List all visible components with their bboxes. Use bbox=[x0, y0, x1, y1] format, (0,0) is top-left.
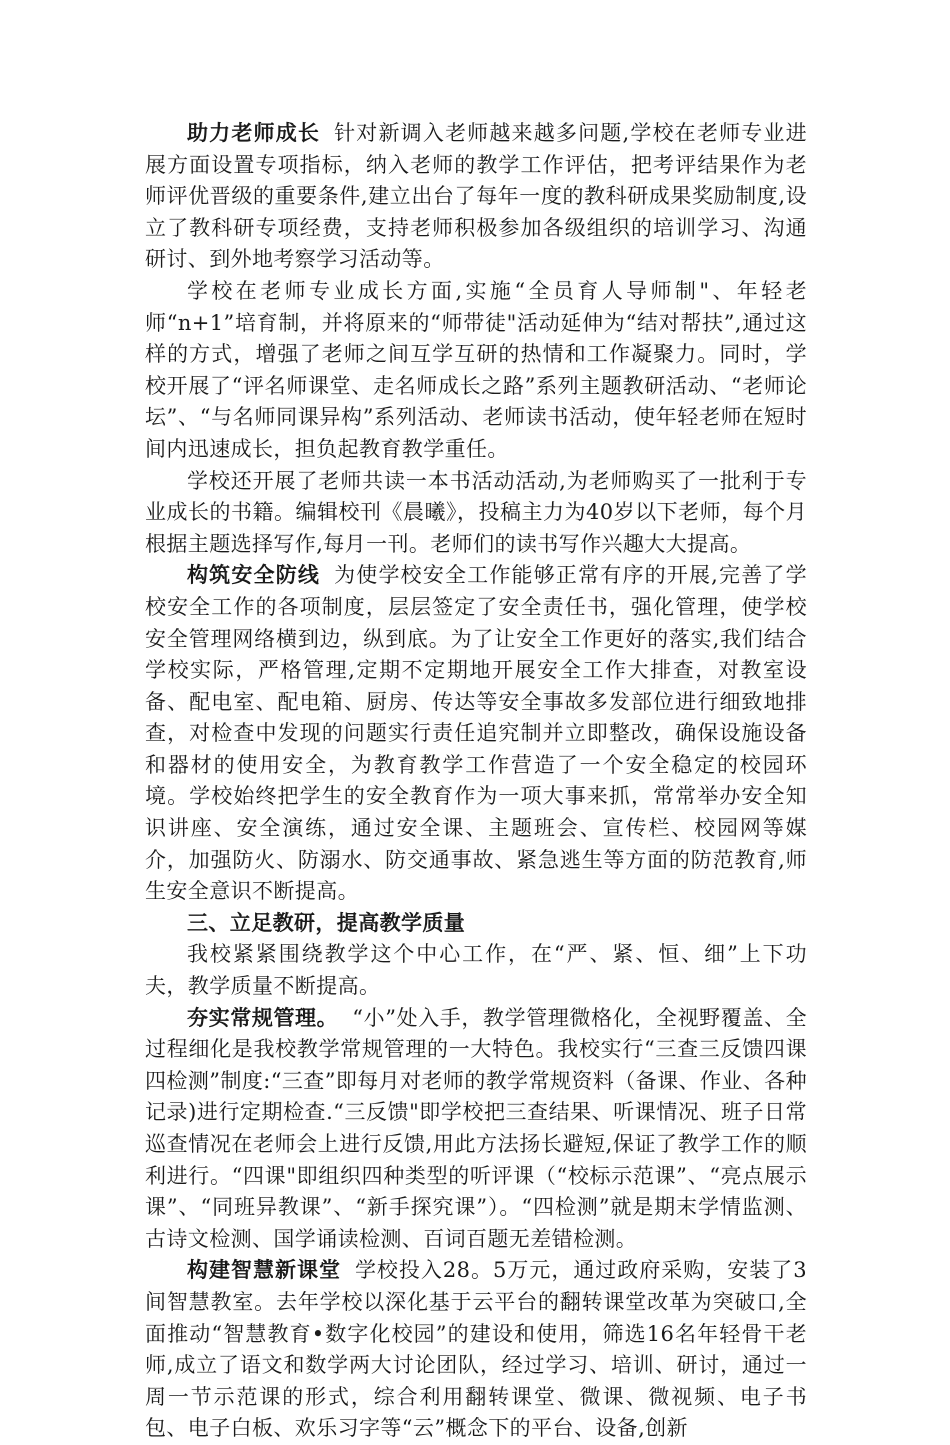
paragraph-smart-classroom bbox=[145, 1255, 807, 1445]
section-heading: 三、立足教研，提高教学质量 bbox=[187, 910, 466, 935]
paragraph-text: 学校投入28。5万元，通过政府采购，安装了3间智慧教室。去年学校以深化基于云平台的翻转课堂改革为突破口,全面推动“智慧教育•数字化校园”的建设和使用，筛选16名年轻骨干老师,成立了语文和数学两大讨论团队，经过学习、培训、研讨，通过一周一节示范课的形式，综合利用翻转课堂、微课、微视频、电子书包、电子白板、欢乐习字等“云”概念下的平台、设备,创新 bbox=[145, 1258, 807, 1441]
paragraph-text: 学校在老师专业成长方面,实施“全员育人导师制"、年轻老师“n+1”培育制，并将原来的“师带徒"活动延伸为“结对帮扶”,通过这样的方式，增强了老师之间互学互研的热情和工作凝聚力。同时，学校开展了“评名师课堂、走名师成长之路”系列主题教研活动、“老师论坛”、“与名师同课异构”系列活动、老师读书活动，使年轻老师在短时间内迅速成长，担负起教育教学重任。 bbox=[145, 278, 807, 461]
paragraph-lead-title: 夯实常规管理。 bbox=[187, 1005, 339, 1030]
paragraph-teacher-growth bbox=[145, 118, 807, 276]
paragraph-routine-management bbox=[145, 1003, 807, 1256]
document-body bbox=[145, 118, 807, 1445]
paragraph-text: 针对新调入老师越来越多问题,学校在老师专业进展方面设置专项指标，纳入老师的教学工作评估，把考评结果作为老师评优晋级的重要条件,建立出台了每年一度的教科研成果奖励制度,设立了教科研专项经费，支持老师积极参加各级组织的培训学习、沟通研讨、到外地考察学习活动等。 bbox=[145, 121, 807, 272]
paragraph-lead-title: 助力老师成长 bbox=[187, 121, 321, 145]
paragraph-text: 我校紧紧围绕教学这个中心工作，在“严、紧、恒、细”上下功夫，教学质量不断提高。 bbox=[145, 942, 807, 999]
paragraph-reading-activity bbox=[145, 466, 807, 561]
paragraph-text: “小”处入手，教学管理微格化，全视野覆盖、全过程细化是我校教学常规管理的一大特色。我校实行“三查三反馈四课四检测”制度:“三查”即每月对老师的教学常规资料（备课、作业、各种记录)进行定期检查.“三反馈"即学校把三查结果、听课情况、班子日常巡查情况在老师会上进行反馈,用此方法扬长避短,保证了教学工作的顺利进行。“四课"即组织四种类型的听评课（“校标示范课”、“亮点展示课”、“同班异教课”、“新手探究课”）。“四检测”就是期末学情监测、古诗文检测、国学诵读检测、百词百题无差错检测。 bbox=[145, 1005, 807, 1251]
paragraph-text: 学校还开展了老师共读一本书活动活动,为老师购买了一批利于专业成长的书籍。编辑校刊《晨曦》，投稿主力为40岁以下老师，每个月根据主题选择写作,每月一刊。老师们的读书写作兴趣大大提高。 bbox=[145, 468, 807, 556]
paragraph-lead-title: 构建智慧新课堂 bbox=[187, 1258, 341, 1283]
paragraph-teaching-focus bbox=[145, 939, 807, 1002]
paragraph-safety bbox=[145, 560, 807, 908]
paragraph-lead-title: 构筑安全防线 bbox=[187, 563, 321, 588]
paragraph-text: 为使学校安全工作能够正常有序的开展,完善了学校安全工作的各项制度，层层签定了安全责任书，强化管理，使学校安全管理网络横到边，纵到底。为了让安全工作更好的落实,我们结合学校实际，严格管理,定期不定期地开展安全工作大排查，对教室设备、配电室、配电箱、厨房、传达等安全事故多发部位进行细致地排查，对检查中发现的问题实行责任追究制并立即整改，确保设施设备和器材的使用安全，为教育教学工作营造了一个安全稳定的校园环境。学校始终把学生的安全教育作为一项大事来抓，常常举办安全知识讲座、安全演练，通过安全课、主题班会、宣传栏、校园网等媒介，加强防火、防溺水、防交通事故、紧急逃生等方面的防范教育,师生安全意识不断提高。 bbox=[145, 563, 807, 904]
paragraph-professional-growth bbox=[145, 276, 807, 466]
